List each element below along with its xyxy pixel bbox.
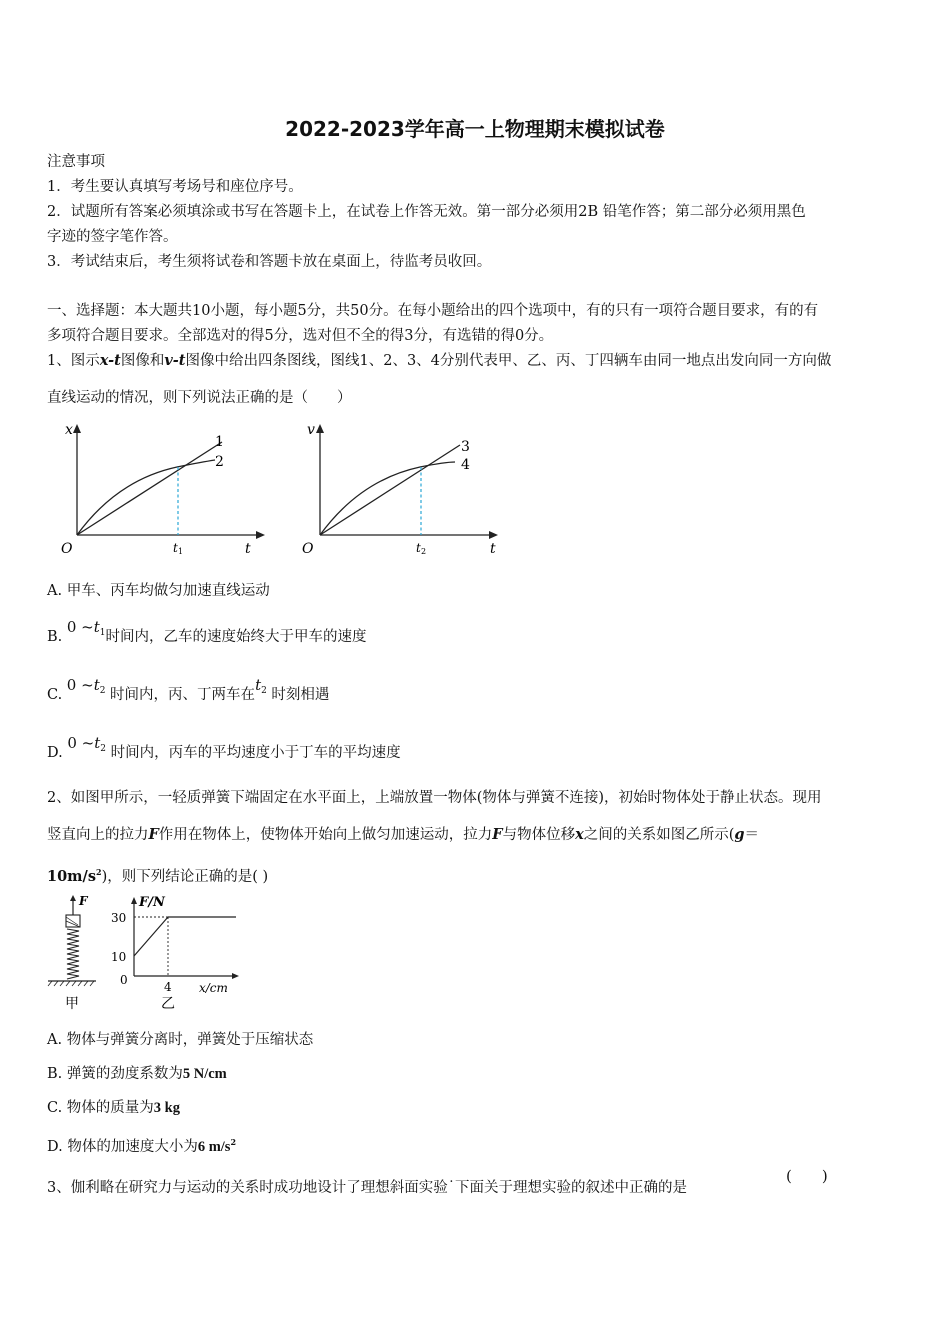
section-1-line-1: 一、选择题：本大题共10小题，每小题5分，共50分。在每小题给出的四个选项中，有的只有一项符合题目要求，有的有 [47,303,819,319]
xt-label: x-t [99,352,121,369]
xt-y-arrow [73,424,81,433]
vt-t2-sub: 2 [421,547,427,556]
notice-item-3: 3．考试结束后，考生须将试卷和答题卡放在桌面上，待监考员收回。 [47,254,492,270]
q2-option-b: B. 弹簧的劲度系数为5 N/cm [47,1066,227,1082]
q3-answer-paren: ( ) [786,1167,828,1185]
xt-curve-2 [77,460,215,535]
fx-4-label: 4 [164,980,172,994]
vt-curve-3-label: 3 [461,439,470,455]
xt-t1-label: t [173,541,178,555]
q1-option-b: B. 0 $\sim t_1$时间内，乙车的速度始终大于甲车的速度 [47,618,367,645]
section-1-line-2: 多项符合题目要求。全部选对的得5分，选对但不全的得3分，有选错的得0分。 [47,328,554,344]
fx-ramp [134,917,168,956]
jia-label: 甲 [65,996,79,1012]
notice-item-2-line-1: 2．试题所有答案必须填涂或书写在答题卡上，在试卷上作答无效。第一部分必须用2B 铅笔作答；第二部分必须用黑色 [47,204,806,220]
vt-curve-4-label: 4 [461,457,470,473]
q1-option-b-formula: 0 $\sim t_1$ [66,618,106,638]
xt-x-label: t [245,541,251,557]
fx-10-label: 10 [111,950,127,964]
notice-heading: 注意事项 [47,154,105,170]
fx-y-label: F/N [139,895,165,910]
fx-x-label: x/cm [199,981,228,995]
force-arrow-head [70,895,76,901]
vt-y-label: v [307,422,315,438]
fx-x-arrow [232,973,239,979]
force-f-label: F [79,894,88,908]
yi-label: 乙 [161,996,175,1012]
spring [67,929,79,979]
q1-option-d-formula: 0 $\sim t_2$ [67,734,106,754]
q2-line-1: 2、如图甲所示，一轻质弹簧下端固定在水平面上，上端放置一物体(物体与弹簧不连接)，初始时物体处于静止状态。现用 [47,790,822,806]
q1-option-d: D. 0 $\sim t_2$ 时间内，丙车的平均速度小于丁车的平均速度 [47,734,401,761]
q2-option-d: D. 物体的加速度大小为6 $m/s^2$ [47,1137,237,1155]
q2-option-c: C. 物体的质量为3 kg [47,1100,180,1116]
vt-x-arrow [489,531,498,539]
q2-figure [44,893,244,1015]
q1-option-a: A. 甲车、丙车均做匀加速直线运动 [47,583,270,599]
xt-curve-2-label: 2 [215,454,224,470]
vt-line-3 [320,445,460,535]
xt-x-arrow [256,531,265,539]
xt-t1-sub: 1 [178,547,184,556]
q2-line-3: $10m/s^2$)，则下列结论正确的是( ) [47,867,269,885]
q1-option-c-t2: $t_2$ [255,676,267,696]
xt-graph [47,420,272,560]
vt-origin: O [302,541,314,557]
fx-0-label: 0 [120,973,128,987]
vt-x-label: t [490,541,496,557]
xt-y-label: x [65,422,73,438]
vt-t2-label: t [416,541,421,555]
fx-30-label: 30 [111,911,127,925]
q3-line-1: 3、伽利略在研究力与运动的关系时成功地设计了理想斜面实验˙下面关于理想实验的叙述中正确的是 [47,1180,687,1196]
vt-y-arrow [316,424,324,433]
ground-hatch [48,981,94,986]
q1-line-1: 1、图示x-t图像和v-t图像中给出四条图线，图线1、2、3、4分别代表甲、乙、丙、丁四辆车由同一地点出发向同一方向做 [47,352,832,369]
q2-line-2: 竖直向上的拉力F作用在物体上，使物体开始向上做匀加速运动，拉力F与物体位移x之间的关系如图乙所示(g＝ [47,826,760,843]
vt-label: v-t [164,352,186,369]
notice-item-2-line-2: 字迹的签字笔作答。 [47,229,178,245]
notice-item-1: 1．考生要认真填写考场号和座位序号。 [47,179,303,195]
q2-option-a: A. 物体与弹簧分离时，弹簧处于压缩状态 [47,1032,314,1048]
vt-curve-4 [320,462,455,535]
vt-graph [290,420,515,560]
block [66,915,80,927]
q1-line-2: 直线运动的情况，则下列说法正确的是（ ） [47,390,352,406]
xt-line-1 [77,442,222,535]
q1-option-c-formula: 0 $\sim t_2$ [66,676,106,696]
xt-curve-1-label: 1 [215,434,224,450]
xt-origin: O [61,541,73,557]
q1-option-c: C. 0 $\sim t_2$ 时间内，丙、丁两车在$t_2$ 时刻相遇 [47,676,330,703]
page-title: 2022-2023学年高一上物理期末模拟试卷 [285,117,665,141]
fx-y-arrow [131,897,137,904]
